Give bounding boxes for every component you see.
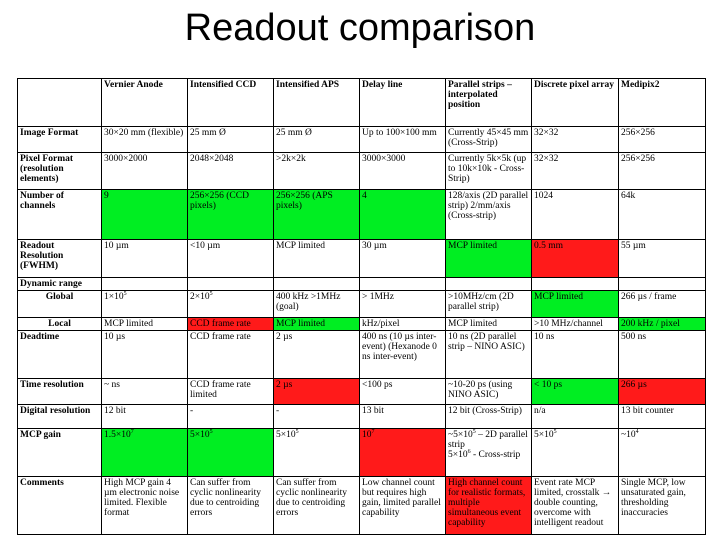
value-exponent: 5 <box>209 428 213 435</box>
cell-highlight-good: < 10 ps <box>532 379 619 405</box>
row-dynamic-range <box>18 278 706 291</box>
cell: CCD frame rate <box>188 331 274 379</box>
cell: 12 bit <box>102 405 188 429</box>
cell: Currently 45×45 mm (Cross-Strip) <box>446 127 532 153</box>
row-label: Dynamic range <box>18 278 102 291</box>
cell: MCP limited <box>102 318 188 331</box>
row-number-of-channels <box>18 190 706 240</box>
value-exponent: 5 <box>209 290 213 297</box>
cell: 64k <box>619 190 706 240</box>
row-label: Deadtime <box>18 331 102 379</box>
cell: Up to 100×100 mm <box>360 127 446 153</box>
value-exponent: 7 <box>371 428 375 435</box>
cell: > 1MHz <box>360 291 446 318</box>
cell: 2 µs <box>274 331 360 379</box>
cell: MCP limited <box>446 318 532 331</box>
cell-highlight-good: 200 kHz / pixel <box>619 318 706 331</box>
row-readout-resolution <box>18 240 706 278</box>
value-base: 5×10 <box>448 450 468 460</box>
cell: MCP limited <box>274 240 360 278</box>
value-base: 2×10 <box>190 292 210 302</box>
row-label: MCP gain <box>18 429 102 477</box>
cell: High MCP gain 4 µm electronic noise limited. Flexible format <box>102 477 188 535</box>
cell: 25 mm Ø <box>188 127 274 153</box>
cell-empty <box>446 278 532 291</box>
row-label: Readout Resolution (FWHM) <box>18 240 102 278</box>
cell <box>446 429 532 477</box>
cell: 10 µm <box>102 240 188 278</box>
comparison-table-wrapper <box>17 78 705 537</box>
value-exponent: 6 <box>467 448 471 455</box>
value-base: 1.5×10 <box>104 430 131 440</box>
cell-highlight-bad: 2 µs <box>274 379 360 405</box>
cell <box>102 291 188 318</box>
value-exponent: 5 <box>123 290 127 297</box>
value-exponent: 5 <box>472 428 476 435</box>
cell-empty <box>274 278 360 291</box>
cell: 500 ns <box>619 331 706 379</box>
cell: ~ ns <box>102 379 188 405</box>
cell-highlight-bad: High channel count for realistic formats, multiple simultaneous event capability <box>446 477 532 535</box>
cell: 55 µm <box>619 240 706 278</box>
cell: - <box>274 405 360 429</box>
cell: 13 bit counter <box>619 405 706 429</box>
cell: 32×32 <box>532 127 619 153</box>
header-discrete-pixel-array: Discrete pixel array <box>532 79 619 127</box>
row-deadtime <box>18 331 706 379</box>
cell: 25 mm Ø <box>274 127 360 153</box>
cell: Can suffer from cyclic nonlinearity due to centroiding errors <box>188 477 274 535</box>
cell: 10 ns <box>532 331 619 379</box>
cell: 10 ns (2D parallel strip – NINO ASIC) <box>446 331 532 379</box>
cell: 30×20 mm (flexible) <box>102 127 188 153</box>
row-label: Digital resolution <box>18 405 102 429</box>
row-label: Pixel Format (resolution elements) <box>18 153 102 190</box>
value-base: 1×10 <box>104 292 124 302</box>
cell-highlight-good <box>188 429 274 477</box>
cell-highlight-good: 256×256 (CCD pixels) <box>188 190 274 240</box>
cell: kHz/pixel <box>360 318 446 331</box>
cell-highlight-good: 9 <box>102 190 188 240</box>
readout-comparison-table <box>17 78 706 535</box>
cell: ~10-20 ps (using NINO ASIC) <box>446 379 532 405</box>
cell-highlight-bad: 266 µs <box>619 379 706 405</box>
row-comments <box>18 477 706 535</box>
value-exponent: 5 <box>295 428 299 435</box>
cell-highlight-bad <box>360 429 446 477</box>
header-medipix2: Medipix2 <box>619 79 706 127</box>
value-suffix: - Cross-strip <box>470 450 521 460</box>
slide-title: Readout comparison <box>184 7 536 49</box>
header-empty <box>18 79 102 127</box>
value-base: 5×10 <box>190 430 210 440</box>
cell: <100 ps <box>360 379 446 405</box>
cell-empty <box>360 278 446 291</box>
cell: 266 µs / frame <box>619 291 706 318</box>
header-intensified-aps: Intensified APS <box>274 79 360 127</box>
cell: n/a <box>532 405 619 429</box>
header-delay-line: Delay line <box>360 79 446 127</box>
row-label: Number of channels <box>18 190 102 240</box>
row-time-resolution <box>18 379 706 405</box>
cell <box>274 429 360 477</box>
cell: - <box>188 405 274 429</box>
value-base: ~5×10 <box>448 430 473 440</box>
row-local <box>18 318 706 331</box>
cell: >10MHz/cm (2D parallel strip) <box>446 291 532 318</box>
cell: 128/axis (2D parallel strip) 2/mm/axis (Cross-strip) <box>446 190 532 240</box>
cell-highlight-good: MCP limited <box>532 291 619 318</box>
cell: 3000×3000 <box>360 153 446 190</box>
cell: Event rate MCP limited, crosstalk → double counting, overcome with intelligent readout <box>532 477 619 535</box>
value-suffix: – 2D parallel strip <box>448 430 528 450</box>
value-base: 10 <box>362 430 372 440</box>
cell: Low channel count but requires high gain, limited parallel capability <box>360 477 446 535</box>
cell-empty <box>619 278 706 291</box>
cell: Can suffer from cyclic nonlinearity due to centroiding errors <box>274 477 360 535</box>
cell: 10 µs <box>102 331 188 379</box>
cell-highlight-bad: 0.5 mm <box>532 240 619 278</box>
header-row <box>18 79 706 127</box>
value-base: ~10 <box>621 430 636 440</box>
row-pixel-format <box>18 153 706 190</box>
row-label: Time resolution <box>18 379 102 405</box>
row-mcp-gain <box>18 429 706 477</box>
header-parallel-strips: Parallel strips – interpolated position <box>446 79 532 127</box>
cell: 400 kHz >1MHz (goal) <box>274 291 360 318</box>
cell: >10 MHz/channel <box>532 318 619 331</box>
cell: 30 µm <box>360 240 446 278</box>
row-sublabel: Global <box>18 291 102 318</box>
cell: Single MCP, low unsaturated gain, thresholding inaccuracies <box>619 477 706 535</box>
cell: 400 ns (10 µs inter-event) (Hexanode 0 ns inter-event) <box>360 331 446 379</box>
value-exponent: 5 <box>553 428 557 435</box>
cell: 256×256 <box>619 153 706 190</box>
cell: 2048×2048 <box>188 153 274 190</box>
cell: 32×32 <box>532 153 619 190</box>
cell: 256×256 <box>619 127 706 153</box>
cell: <10 µm <box>188 240 274 278</box>
row-image-format <box>18 127 706 153</box>
cell <box>188 291 274 318</box>
value-exponent: 7 <box>130 428 134 435</box>
cell: CCD frame rate limited <box>188 379 274 405</box>
cell: 1024 <box>532 190 619 240</box>
value-base: 5×10 <box>534 430 554 440</box>
cell-empty <box>102 278 188 291</box>
cell-highlight-good <box>102 429 188 477</box>
row-label: Image Format <box>18 127 102 153</box>
cell-highlight-good: MCP limited <box>274 318 360 331</box>
cell <box>532 429 619 477</box>
cell: >2k×2k <box>274 153 360 190</box>
cell <box>619 429 706 477</box>
cell-highlight-good: 256×256 (APS pixels) <box>274 190 360 240</box>
cell: 12 bit (Cross-Strip) <box>446 405 532 429</box>
row-label: Comments <box>18 477 102 535</box>
row-digital-resolution <box>18 405 706 429</box>
cell-empty <box>532 278 619 291</box>
cell: Currently 5k×5k (up to 10k×10k - Cross-Strip) <box>446 153 532 190</box>
value-base: 5×10 <box>276 430 296 440</box>
value-exponent: 4 <box>635 428 639 435</box>
header-vernier-anode: Vernier Anode <box>102 79 188 127</box>
cell-highlight-good: MCP limited <box>446 240 532 278</box>
header-intensified-ccd: Intensified CCD <box>188 79 274 127</box>
cell-empty <box>188 278 274 291</box>
row-global <box>18 291 706 318</box>
cell-highlight-good: 4 <box>360 190 446 240</box>
row-sublabel: Local <box>18 318 102 331</box>
cell-highlight-bad: CCD frame rate <box>188 318 274 331</box>
cell: 3000×2000 <box>102 153 188 190</box>
cell: 13 bit <box>360 405 446 429</box>
